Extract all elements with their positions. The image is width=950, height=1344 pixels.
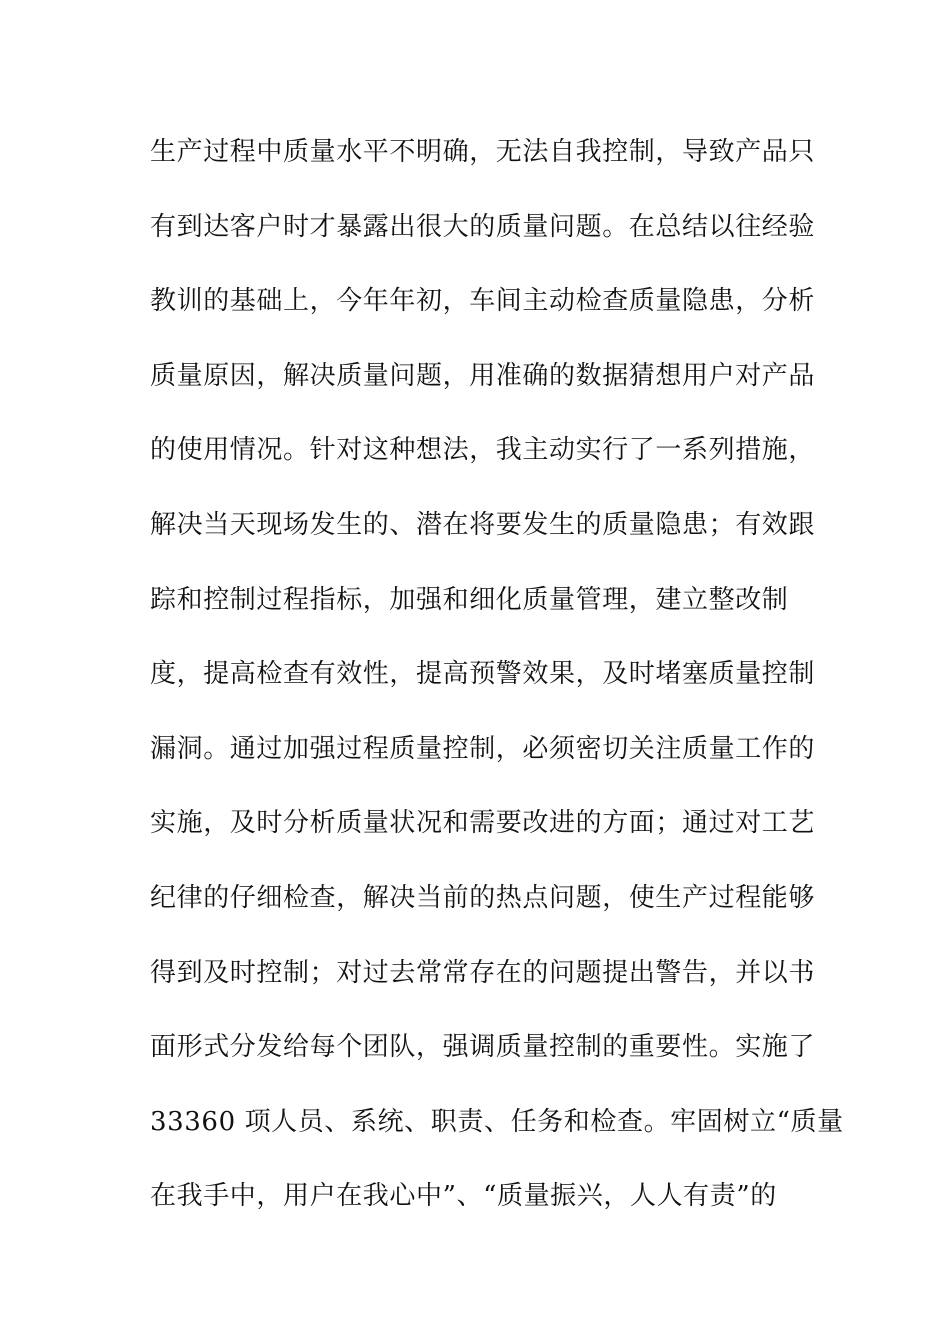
text-line-1: 生产过程中质量水平不明确，无法自我控制，导致产品只 <box>150 137 816 167</box>
text-line-13: 面形式分发给每个团队，强调质量控制的重要性。实施了 <box>150 1032 816 1063</box>
text-line-6: 解决当天现场发生的、潜在将要发生的质量隐患；有效跟 <box>150 509 816 540</box>
body-text <box>150 128 844 1247</box>
text-line-14: 33360 项人员、系统、职责、任务和检查。牢固树立“质量 <box>150 1106 844 1137</box>
text-line-8: 度，提高检查有效性，提高预警效果，及时堵塞质量控制 <box>150 659 816 690</box>
text-line-5: 的使用情况。针对这种想法，我主动实行了一系列措施， <box>150 435 816 466</box>
text-line-9: 漏洞。通过加强过程质量控制，必须密切关注质量工作的 <box>150 733 816 764</box>
text-line-4: 质量原因，解决质量问题，用准确的数据猜想用户对产品 <box>150 360 816 391</box>
text-line-12: 得到及时控制；对过去常常存在的问题提出警告，并以书 <box>150 957 816 988</box>
text-line-15: 在我手中，用户在我心中”、“质量振兴，人人有责”的 <box>150 1181 777 1212</box>
text-line-3: 教训的基础上，今年年初，车间主动检查质量隐患，分析 <box>150 286 816 317</box>
text-line-7: 踪和控制过程指标，加强和细化质量管理，建立整改制 <box>150 584 789 615</box>
text-line-2: 有到达客户时才暴露出很大的质量问题。在总结以往经验 <box>150 211 816 242</box>
text-line-11: 纪律的仔细检查，解决当前的热点问题，使生产过程能够 <box>150 882 816 913</box>
text-line-10: 实施，及时分析质量状况和需要改进的方面；通过对工艺 <box>150 808 816 839</box>
